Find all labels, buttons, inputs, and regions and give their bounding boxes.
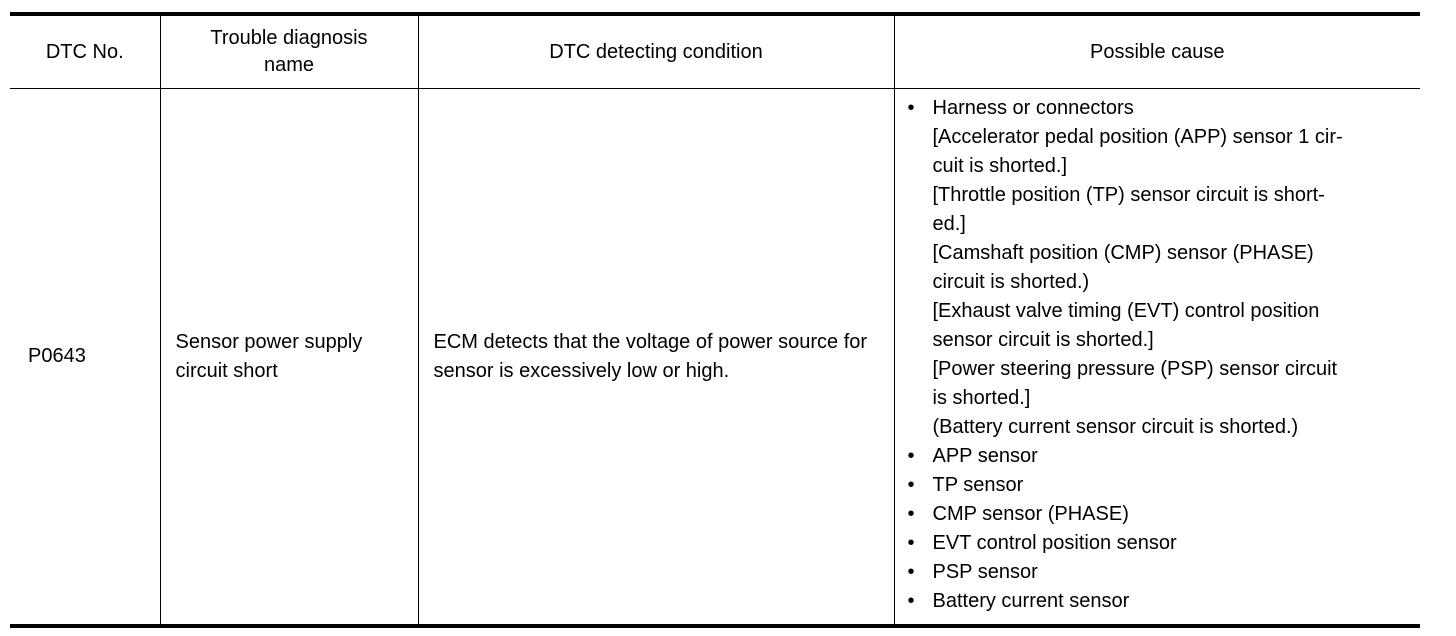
cause-item [908,529,1415,558]
cause-harness-detail: [Exhaust valve timing (EVT) control position [932,299,1320,322]
cause-item-label: APP sensor [932,444,1038,467]
header-diagnosis-name-text: Trouble diagnosis name [210,27,368,76]
cause-item-label: PSP sensor [932,560,1038,583]
cause-harness-detail: [Accelerator pedal position (APP) sensor 1 cir- [932,125,1343,148]
cause-harness-detail: (Battery current sensor circuit is shorted.) [932,415,1299,438]
cause-item [908,558,1415,587]
bullet-icon: • [907,531,915,554]
cause-harness-detail: [Power steering pressure (PSP) sensor circuit [932,357,1338,380]
bullet-icon: • [907,560,915,583]
cause-harness-detail: [Throttle position (TP) sensor circuit is short- [932,183,1325,206]
cause-harness-detail: [Camshaft position (CMP) sensor (PHASE) [932,241,1314,264]
cause-harness-detail: is shorted.] [932,386,1031,409]
table-body [10,89,1420,627]
cause-harness-detail: cuit is shorted.] [932,154,1068,177]
cell-diagnosis-name [160,89,418,627]
bullet-icon: • [907,473,915,496]
bullet-icon: • [907,589,915,612]
bullet-icon: • [907,502,915,525]
cause-harness-detail: sensor circuit is shorted.] [932,328,1154,351]
cause-item-harness [908,94,1415,442]
cell-dtc-no: P0643 [10,89,160,627]
cause-item-label: CMP sensor (PHASE) [932,502,1129,525]
cause-harness-detail: circuit is shorted.) [932,270,1090,293]
cause-item [908,500,1415,529]
cell-possible-cause [894,89,1420,627]
cause-harness-title: Harness or connectors [932,96,1134,119]
cause-item [908,442,1415,471]
cause-item-label: EVT control position sensor [932,531,1177,554]
table-row [10,89,1420,627]
header-diagnosis-name [160,14,418,89]
header-possible-cause: Possible cause [894,14,1420,89]
cause-item-label: TP sensor [932,473,1024,496]
header-detecting-condition: DTC detecting condition [418,14,894,89]
table-header [10,14,1420,89]
cause-harness-detail: ed.] [932,212,966,235]
bullet-icon: • [907,96,915,119]
diagnosis-name-text: Sensor power supply circuit short [175,330,363,382]
detecting-condition-text: ECM detects that the voltage of power source for sensor is excessively low or high. [433,330,868,382]
header-dtc-no: DTC No. [10,14,160,89]
bullet-icon: • [907,444,915,467]
cause-item [908,587,1415,616]
cell-detecting-condition [418,89,894,627]
header-row [10,14,1420,89]
possible-cause-list [908,94,1415,616]
cause-item [908,471,1415,500]
cause-item-label: Battery current sensor [932,589,1130,612]
dtc-table [10,12,1420,628]
